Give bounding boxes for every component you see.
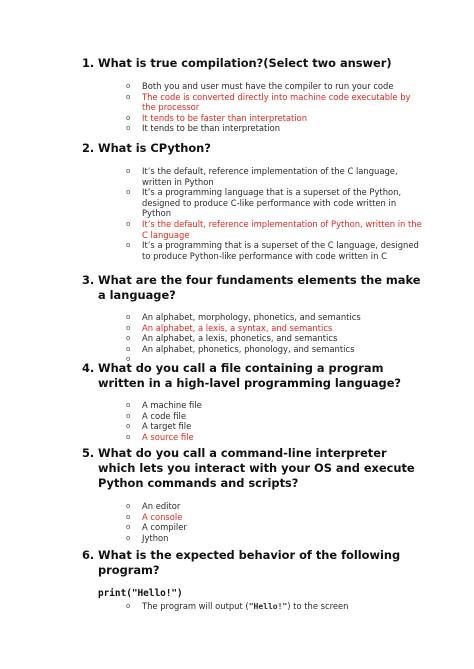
bullet-icon: o [126, 113, 131, 122]
bullet-icon: o [126, 334, 131, 343]
option-text: A machine file [142, 400, 202, 410]
option-item-correct [82, 432, 422, 443]
option-item [82, 421, 422, 432]
bullet-icon: o [126, 411, 131, 420]
bullet-icon: o [126, 82, 131, 90]
question-text: What is CPython? [98, 141, 211, 155]
question-number: 4. [82, 361, 95, 375]
bullet-icon: o [126, 502, 131, 510]
bullet-icon: o [126, 533, 131, 542]
bullet-icon: o [126, 401, 131, 409]
question-title [82, 56, 422, 71]
option-text: It’s the default, reference implementation of the C language, written in Python [142, 166, 398, 187]
option-text-pre: The program will output ( [142, 601, 249, 611]
option-item [82, 333, 422, 344]
question-title [82, 141, 422, 156]
option-text: An editor [142, 501, 181, 511]
question-text: What are the four fundaments elements the make a language? [98, 273, 421, 302]
option-item [82, 312, 422, 323]
question-text: What do you call a file containing a program written in a high-lavel programming language? [98, 361, 402, 390]
option-item [82, 344, 422, 355]
bullet-icon: o [126, 167, 131, 175]
bullet-icon: o [126, 188, 131, 197]
question-title [82, 446, 422, 491]
option-text: It’s the default, reference implementation of Python, written in the C language [142, 218, 422, 240]
option-inline-code: "Hello!" [248, 602, 288, 611]
bullet-icon: o [126, 313, 131, 321]
bullet-icon: o [126, 422, 131, 431]
question-5 [82, 446, 422, 543]
question-2 [82, 141, 422, 261]
question-number: 6. [82, 548, 95, 562]
option-item [82, 240, 422, 261]
option-text: It’s a programming language that is a superset of the Python, designed to produce C-like performance with code written in Python [142, 187, 402, 219]
option-text: Jython [142, 532, 169, 543]
option-item [82, 400, 422, 411]
bullet-icon: o [126, 432, 131, 441]
options-list [82, 312, 422, 365]
question-3 [82, 273, 422, 365]
option-item-correct [82, 219, 422, 240]
option-text: A console [142, 511, 183, 522]
option-item [82, 81, 422, 92]
bullet-icon: o [126, 323, 131, 332]
option-item [82, 411, 422, 422]
options-list [82, 166, 422, 261]
bullet-icon: o [126, 241, 131, 250]
options-list [82, 601, 422, 613]
bullet-icon: o [126, 602, 131, 610]
option-text: A source file [142, 431, 194, 442]
question-number: 1. [82, 56, 95, 70]
option-text: An alphabet, a lexis, phonetics, and semantics [142, 333, 338, 344]
option-text: A compiler [142, 522, 187, 533]
option-text: Both you and user must have the compiler to run your code [142, 81, 394, 91]
option-text: An alphabet, morphology, phonetics, and semantics [142, 312, 361, 322]
options-list [82, 501, 422, 543]
bullet-icon: o [126, 344, 131, 353]
option-item-correct [82, 113, 422, 124]
option-item [82, 601, 422, 613]
option-text: It tends to be faster than interpretation [142, 112, 308, 123]
option-item-correct [82, 92, 422, 113]
question-text: What is true compilation?(Select two answer) [98, 56, 392, 70]
option-item-correct [82, 512, 422, 523]
option-item [82, 522, 422, 533]
option-item [82, 187, 422, 219]
option-text: It’s a programming that is a superset of the C language, designed to produce Python-like performance with code written in C [142, 240, 419, 261]
option-text-post: ) to the screen [287, 601, 349, 611]
bullet-icon: o [126, 219, 131, 228]
option-text: A target file [142, 421, 192, 432]
question-text: What do you call a command-line interpreter which lets you interact with your OS and execute Python commands and scripts? [98, 446, 415, 490]
bullet-icon: o [126, 124, 131, 133]
option-item [82, 533, 422, 544]
question-title [82, 273, 422, 303]
option-text: The code is converted directly into machine code executable by the processor [142, 91, 411, 113]
question-title [82, 548, 422, 578]
option-item [82, 123, 422, 134]
option-item-correct [82, 323, 422, 334]
bullet-icon: o [126, 523, 131, 532]
question-4 [82, 361, 422, 442]
question-number: 5. [82, 446, 95, 460]
option-text: An alphabet, a lexis, a syntax, and semantics [142, 322, 333, 333]
option-item [82, 501, 422, 512]
options-list [82, 400, 422, 442]
question-title [82, 361, 422, 391]
option-text: A code file [142, 410, 187, 421]
option-text: An alphabet, phonetics, phonology, and semantics [142, 343, 355, 354]
question-number: 3. [82, 273, 95, 287]
code-snippet: print("Hello!") [98, 588, 183, 599]
question-number: 2. [82, 141, 95, 155]
question-1 [82, 56, 422, 134]
option-item [82, 166, 422, 187]
bullet-icon: o [126, 92, 131, 101]
question-6 [82, 548, 422, 613]
options-list [82, 81, 422, 134]
question-text: What is the expected behavior of the following program? [98, 548, 401, 577]
option-text: It tends to be than interpretation [142, 123, 281, 134]
bullet-icon: o [126, 355, 131, 364]
bullet-icon: o [126, 512, 131, 521]
